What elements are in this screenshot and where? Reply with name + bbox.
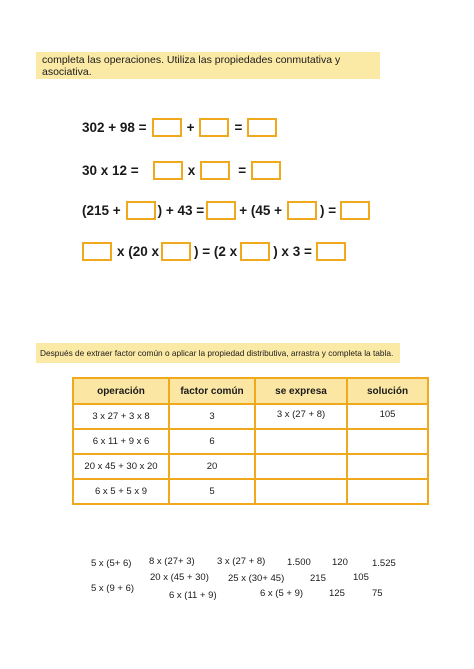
cell-factor: 6 <box>169 429 255 454</box>
drag-tile[interactable]: 1.500 <box>287 557 311 568</box>
cell-solucion[interactable] <box>347 479 428 504</box>
answer-box[interactable] <box>161 242 191 261</box>
answer-box[interactable] <box>340 201 370 220</box>
equation-2 <box>82 159 281 181</box>
table-row <box>73 404 428 429</box>
answer-box[interactable] <box>206 201 236 220</box>
drag-tile[interactable]: 105 <box>353 572 369 583</box>
instruction-text-2: Después de extraer factor común o aplicar la propiedad distributiva, arrastra y completa la tabla. <box>40 348 394 358</box>
drag-tile[interactable]: 215 <box>310 573 326 584</box>
eq3-open: (215 + <box>82 202 121 218</box>
drag-tile[interactable]: 120 <box>332 557 348 568</box>
equation-3 <box>82 199 370 221</box>
equation-1 <box>82 116 277 138</box>
eq2-times: x <box>187 162 196 178</box>
header-solucion: solución <box>347 378 428 404</box>
cell-operacion: 6 x 11 + 9 x 6 <box>73 429 169 454</box>
table-header-row <box>73 378 428 404</box>
cell-operacion: 6 x 5 + 5 x 9 <box>73 479 169 504</box>
answer-box[interactable] <box>287 201 317 220</box>
table-row <box>73 429 428 454</box>
cell-operacion: 20 x 45 + 30 x 20 <box>73 454 169 479</box>
cell-factor: 20 <box>169 454 255 479</box>
cell-expresa[interactable]: 3 x (27 + 8) <box>255 404 347 429</box>
cell-expresa[interactable] <box>255 429 347 454</box>
eq4-eq2x: ) = (2 x <box>194 243 238 259</box>
drag-tile[interactable]: 25 x (30+ 45) <box>228 573 285 584</box>
drag-tile[interactable]: 20 x (45 + 30) <box>150 572 209 583</box>
eq1-left: 302 + 98 = <box>82 119 147 135</box>
cell-solucion[interactable] <box>347 454 428 479</box>
header-factor-comun: factor común <box>169 378 255 404</box>
drag-tile[interactable]: 5 x (5+ 6) <box>91 558 132 569</box>
cell-expresa[interactable] <box>255 479 347 504</box>
equation-4 <box>82 240 346 262</box>
header-se-expresa: se expresa <box>255 378 347 404</box>
instruction-banner-1 <box>36 52 380 79</box>
eq2-left: 30 x 12 = <box>82 162 139 178</box>
drag-tile[interactable]: 8 x (27+ 3) <box>149 556 195 567</box>
cell-factor: 3 <box>169 404 255 429</box>
cell-solucion[interactable]: 105 <box>347 404 428 429</box>
eq4-x20: x (20 x <box>117 243 160 259</box>
cell-solucion[interactable] <box>347 429 428 454</box>
answer-box[interactable] <box>199 118 229 137</box>
cell-factor: 5 <box>169 479 255 504</box>
answer-box[interactable] <box>126 201 156 220</box>
eq3-close-equals: ) = <box>319 202 337 218</box>
drag-tile[interactable]: 6 x (5 + 9) <box>260 588 304 599</box>
answer-box[interactable] <box>316 242 346 261</box>
eq2-equals: = <box>238 162 247 178</box>
answer-box[interactable] <box>240 242 270 261</box>
drag-tile[interactable]: 125 <box>329 588 345 599</box>
drag-tile[interactable]: 6 x (11 + 9) <box>169 590 217 601</box>
answer-box[interactable] <box>200 161 230 180</box>
drag-tile[interactable]: 1.525 <box>372 558 396 569</box>
eq1-plus: + <box>186 119 195 135</box>
table-row <box>73 479 428 504</box>
distributive-table <box>72 377 429 505</box>
cell-expresa[interactable] <box>255 454 347 479</box>
eq4-x3: ) x 3 = <box>273 243 312 259</box>
drag-tile[interactable]: 5 x (9 + 6) <box>91 583 135 594</box>
instruction-banner-2 <box>36 343 400 363</box>
answer-box[interactable] <box>152 118 182 137</box>
answer-box[interactable] <box>153 161 183 180</box>
cell-operacion: 3 x 27 + 3 x 8 <box>73 404 169 429</box>
table-row <box>73 454 428 479</box>
answer-box[interactable] <box>247 118 277 137</box>
header-operacion: operación <box>73 378 169 404</box>
eq3-plus-open45: + (45 + <box>239 202 282 218</box>
eq3-close-plus43: ) + 43 = <box>157 202 205 218</box>
instruction-text-1: completa las operaciones. Utiliza las propiedades conmutativa y asociativa. <box>42 53 341 78</box>
answer-box[interactable] <box>82 242 112 261</box>
eq1-equals: = <box>234 119 243 135</box>
drag-tile[interactable]: 75 <box>372 588 383 599</box>
answer-box[interactable] <box>251 161 281 180</box>
drag-tile[interactable]: 3 x (27 + 8) <box>217 556 266 567</box>
